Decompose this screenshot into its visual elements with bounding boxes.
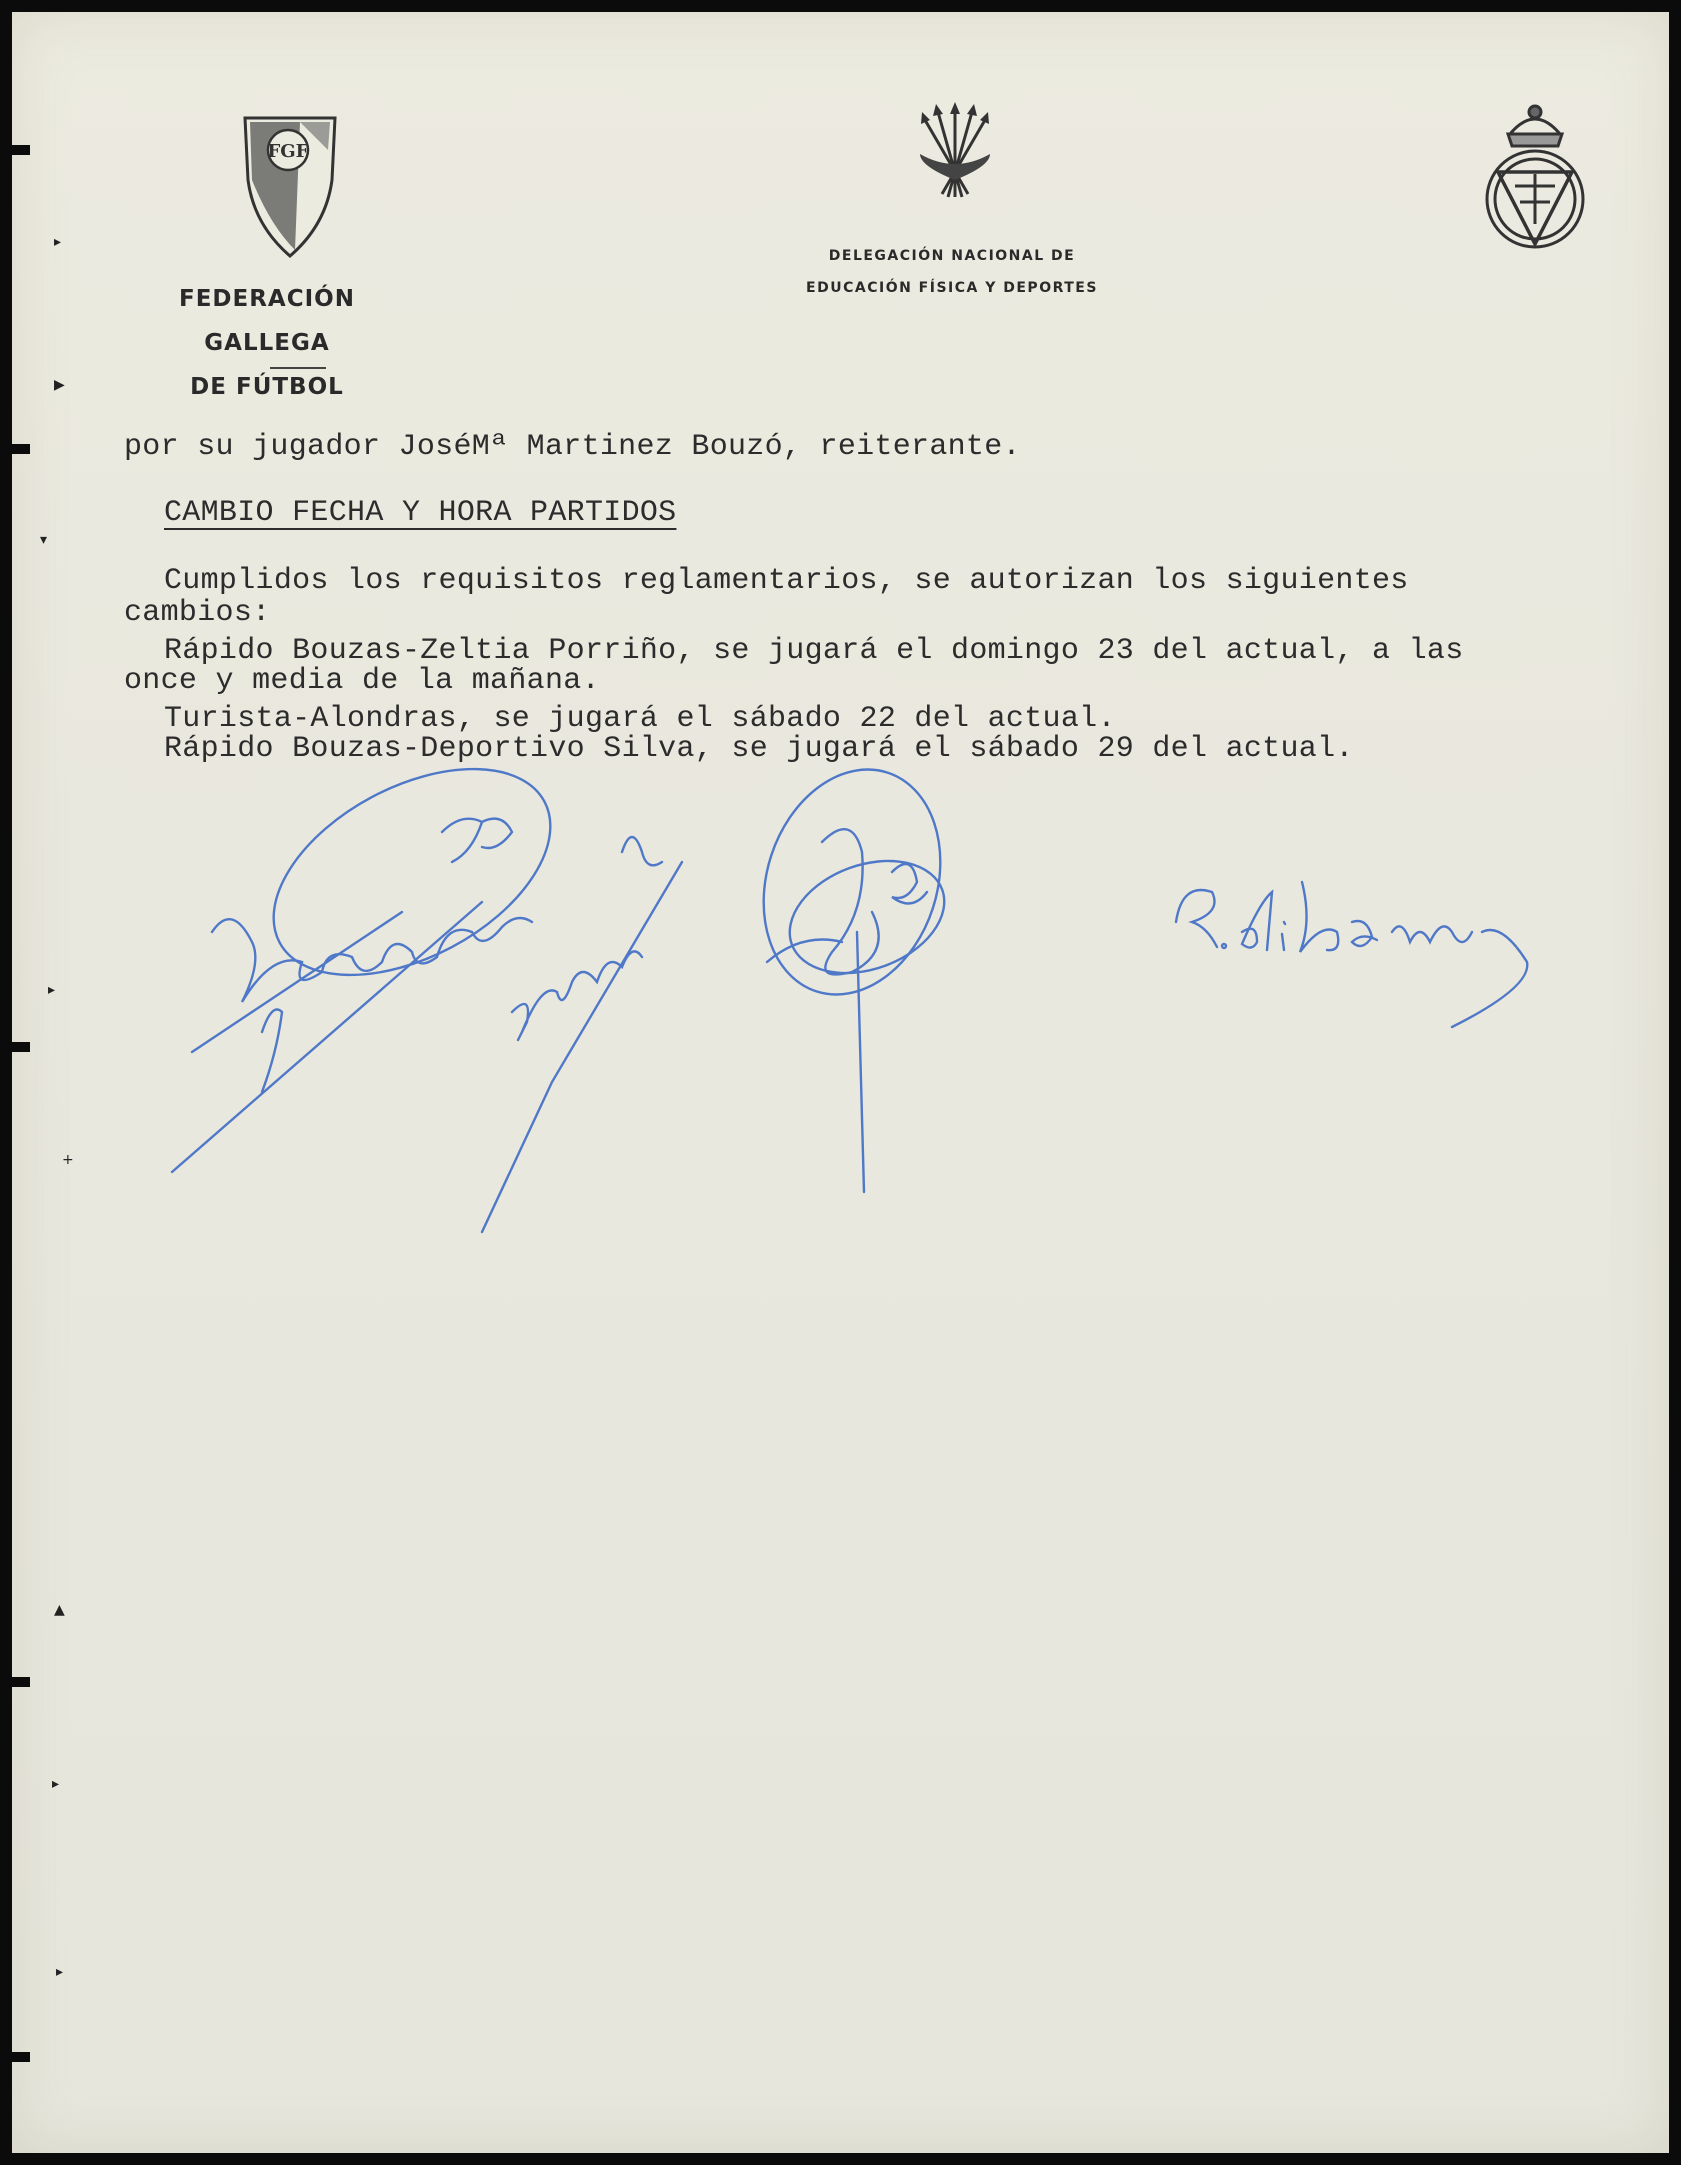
crowned-federation-crest-icon <box>1480 94 1590 254</box>
player-note: por su jugador JoséMª Martinez Bouzó, reiterante. <box>124 430 1021 464</box>
federation-underline <box>270 367 326 369</box>
signature-jacobo-lago <box>152 752 712 1272</box>
schedule-change-2: Turista-Alondras, se jugará el sábado 22 del actual. <box>164 702 1116 736</box>
punch-hole <box>12 1677 30 1687</box>
svg-text:FGF: FGF <box>267 141 309 162</box>
edge-mark: ▾ <box>40 532 48 548</box>
intro-paragraph-line-1: Cumplidos los requisitos reglamentarios, se autorizan los siguientes <box>164 564 1409 598</box>
section-heading: CAMBIO FECHA Y HORA PARTIDOS <box>164 496 677 530</box>
edge-mark: ▸ <box>56 1964 64 1980</box>
federation-name <box>122 277 412 409</box>
document-page <box>12 12 1669 2153</box>
delegation-name-line-1: DELEGACIÓN NACIONAL DE <box>828 248 1076 264</box>
edge-mark: ▲ <box>54 1602 65 1618</box>
delegation-name-line-2: EDUCACIÓN FÍSICA Y DEPORTES <box>806 280 1098 296</box>
edge-mark: ▸ <box>52 1776 60 1792</box>
edge-mark: + <box>62 1152 74 1168</box>
federation-name-line-2: DE FÚTBOL <box>190 374 344 400</box>
schedule-change-3: Rápido Bouzas-Deportivo Silva, se jugará el sábado 29 del actual. <box>164 732 1354 766</box>
signature-r-de-llano <box>1162 862 1562 1042</box>
delegation-name <box>802 240 1102 304</box>
punch-hole <box>12 1042 30 1052</box>
edge-mark: ▸ <box>54 234 62 250</box>
federacion-gallega-shield-icon <box>240 110 340 260</box>
edge-mark: ▸ <box>48 982 56 998</box>
punch-hole <box>12 145 30 155</box>
yoke-and-arrows-icon <box>910 102 1000 202</box>
federation-name-line-1: FEDERACIÓN GALLEGA <box>179 286 355 356</box>
intro-paragraph-line-2: cambios: <box>124 596 271 630</box>
schedule-change-1-line-1: Rápido Bouzas-Zeltia Porriño, se jugará el domingo 23 del actual, a las <box>164 634 1464 668</box>
signature-center-flourish <box>742 752 982 1212</box>
edge-mark: ▶ <box>54 377 65 393</box>
punch-hole <box>12 2052 30 2062</box>
punch-hole <box>12 444 30 454</box>
schedule-change-1-line-2: once y media de la mañana. <box>124 664 600 698</box>
